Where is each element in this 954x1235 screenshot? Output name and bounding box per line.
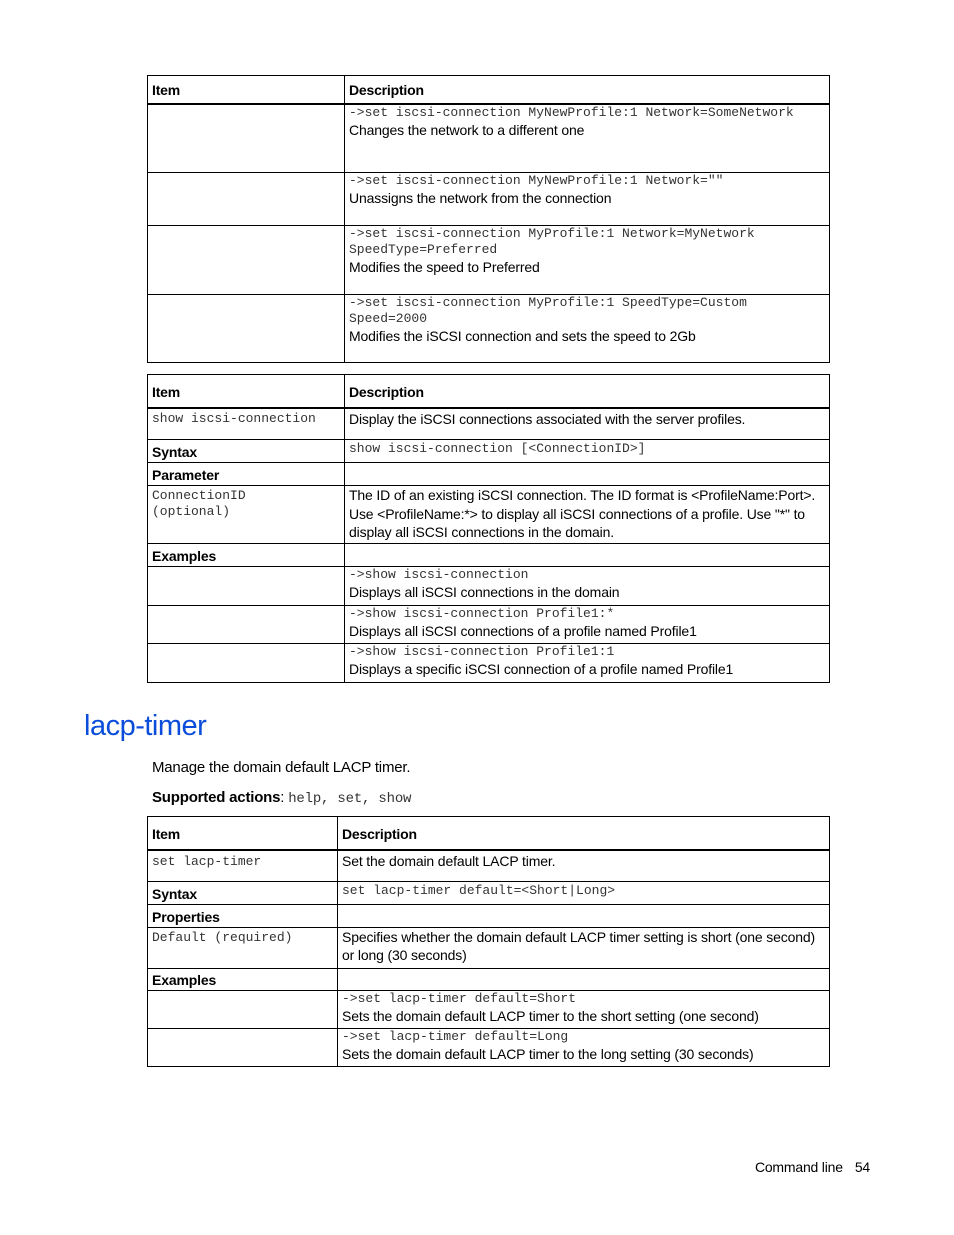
description-cell xyxy=(345,606,830,644)
example-description: Sets the domain default LACP timer to the long setting (30 seconds) xyxy=(342,1046,754,1062)
property-name-cell xyxy=(148,928,338,969)
item-cell xyxy=(148,606,345,644)
section-title: lacp-timer xyxy=(84,710,207,742)
table-row xyxy=(148,850,830,882)
example-command: ->show iscsi-connection Profile1:* xyxy=(349,606,615,621)
example-description: Displays a specific iSCSI connection of a profile named Profile1 xyxy=(349,661,734,677)
syntax-label: Syntax xyxy=(148,440,345,463)
property-description: Specifies whether the domain default LACP timer setting is short (one second) or long (30 seconds) xyxy=(342,929,816,963)
column-header-item: Item xyxy=(148,817,338,850)
table-row xyxy=(148,544,830,567)
description-cell xyxy=(345,408,830,440)
property-name: Default (required) xyxy=(152,930,293,945)
example-command: ->show iscsi-connection xyxy=(349,567,529,582)
description-cell xyxy=(338,850,830,882)
example-command: ->set iscsi-connection MyProfile:1 Network=MyNetwork SpeedType=Preferred xyxy=(349,226,755,257)
column-header-description: Description xyxy=(345,76,830,104)
example-command: ->set lacp-timer default=Long xyxy=(342,1029,569,1044)
item-cell xyxy=(148,567,345,606)
table-header-row xyxy=(148,375,830,408)
footer-section-name: Command line xyxy=(754,1159,843,1175)
example-command: ->set lacp-timer default=Short xyxy=(342,991,577,1006)
parameter-label: Parameter xyxy=(148,463,345,486)
column-header-description: Description xyxy=(338,817,830,850)
property-description-cell xyxy=(338,928,830,969)
table-row xyxy=(148,173,830,226)
properties-label: Properties xyxy=(148,905,338,928)
syntax-cell xyxy=(345,440,830,463)
syntax-label: Syntax xyxy=(148,882,338,905)
table-row xyxy=(148,882,830,905)
table-row xyxy=(148,104,830,173)
description-cell xyxy=(345,173,830,226)
examples-label: Examples xyxy=(148,969,338,991)
example-command: ->set iscsi-connection MyNewProfile:1 Network="" xyxy=(349,173,724,188)
section-intro: Manage the domain default LACP timer. xyxy=(152,759,411,776)
item-cell xyxy=(148,1029,338,1067)
empty-cell xyxy=(338,969,830,991)
parameter-description-cell xyxy=(345,486,830,544)
example-description: Unassigns the network from the connection xyxy=(349,190,612,206)
show-iscsi-connection-table xyxy=(147,374,830,683)
page-number: 54 xyxy=(854,1159,870,1175)
description-cell xyxy=(345,567,830,606)
table-row xyxy=(148,463,830,486)
description-cell xyxy=(345,644,830,683)
iscsi-set-examples-table xyxy=(147,75,830,363)
table-row xyxy=(148,644,830,683)
examples-label: Examples xyxy=(148,544,345,567)
item-cell xyxy=(148,173,345,226)
item-cell xyxy=(148,408,345,440)
table-row xyxy=(148,226,830,295)
example-description: Sets the domain default LACP timer to the short setting (one second) xyxy=(342,1008,759,1024)
parameter-name-cell xyxy=(148,486,345,544)
table-row xyxy=(148,991,830,1029)
item-command: set lacp-timer xyxy=(152,853,262,869)
description-cell xyxy=(345,226,830,295)
supported-actions-list: help, set, show xyxy=(288,791,412,807)
column-header-item: Item xyxy=(148,76,345,104)
description-cell xyxy=(345,104,830,173)
empty-cell xyxy=(345,463,830,486)
table-row xyxy=(148,486,830,544)
item-cell xyxy=(148,295,345,363)
item-cell xyxy=(148,104,345,173)
table-row xyxy=(148,440,830,463)
item-description: Display the iSCSI connections associated with the server profiles. xyxy=(349,410,746,427)
supported-actions xyxy=(152,789,411,807)
table-row xyxy=(148,905,830,928)
table-header-row xyxy=(148,817,830,850)
item-cell xyxy=(148,226,345,295)
syntax-text: show iscsi-connection [<ConnectionID>] xyxy=(349,441,646,456)
table-row xyxy=(148,567,830,606)
table-row xyxy=(148,408,830,440)
item-cell xyxy=(148,850,338,882)
item-description: Set the domain default LACP timer. xyxy=(342,852,556,869)
table-row xyxy=(148,1029,830,1067)
empty-cell xyxy=(345,544,830,567)
table-row xyxy=(148,928,830,969)
example-description: Displays all iSCSI connections in the domain xyxy=(349,584,620,600)
example-description: Changes the network to a different one xyxy=(349,121,585,138)
supported-actions-label: Supported actions xyxy=(152,789,281,806)
example-command: ->set iscsi-connection MyNewProfile:1 Network=SomeNetwork xyxy=(349,104,794,120)
description-cell xyxy=(338,991,830,1029)
example-description: Modifies the iSCSI connection and sets the speed to 2Gb xyxy=(349,328,696,344)
description-cell xyxy=(345,295,830,363)
example-description: Displays all iSCSI connections of a profile named Profile1 xyxy=(349,623,697,639)
item-command: show iscsi-connection xyxy=(152,410,316,426)
column-header-item: Item xyxy=(148,375,345,408)
item-cell xyxy=(148,644,345,683)
parameter-name: ConnectionID (optional) xyxy=(152,488,246,519)
example-command: ->show iscsi-connection Profile1:1 xyxy=(349,644,615,659)
table-row xyxy=(148,606,830,644)
syntax-text: set lacp-timer default=<Short|Long> xyxy=(342,883,616,898)
column-header-description: Description xyxy=(345,375,830,408)
item-cell xyxy=(148,991,338,1029)
example-command: ->set iscsi-connection MyProfile:1 SpeedType=Custom Speed=2000 xyxy=(349,295,747,326)
table-row xyxy=(148,969,830,991)
example-description: Modifies the speed to Preferred xyxy=(349,259,540,275)
empty-cell xyxy=(338,905,830,928)
supported-actions-colon: : xyxy=(280,789,289,806)
syntax-cell xyxy=(338,882,830,905)
table-row xyxy=(148,295,830,363)
page-footer xyxy=(755,1159,870,1175)
description-cell xyxy=(338,1029,830,1067)
parameter-description: The ID of an existing iSCSI connection. The ID format is <ProfileName:Port>. Use <ProfileName:*> to display all iSCSI connections of a profile. Use "*" to display all iSCSI connections in the domain. xyxy=(349,487,816,540)
table-header-row xyxy=(148,76,830,104)
lacp-timer-table xyxy=(147,816,830,1067)
